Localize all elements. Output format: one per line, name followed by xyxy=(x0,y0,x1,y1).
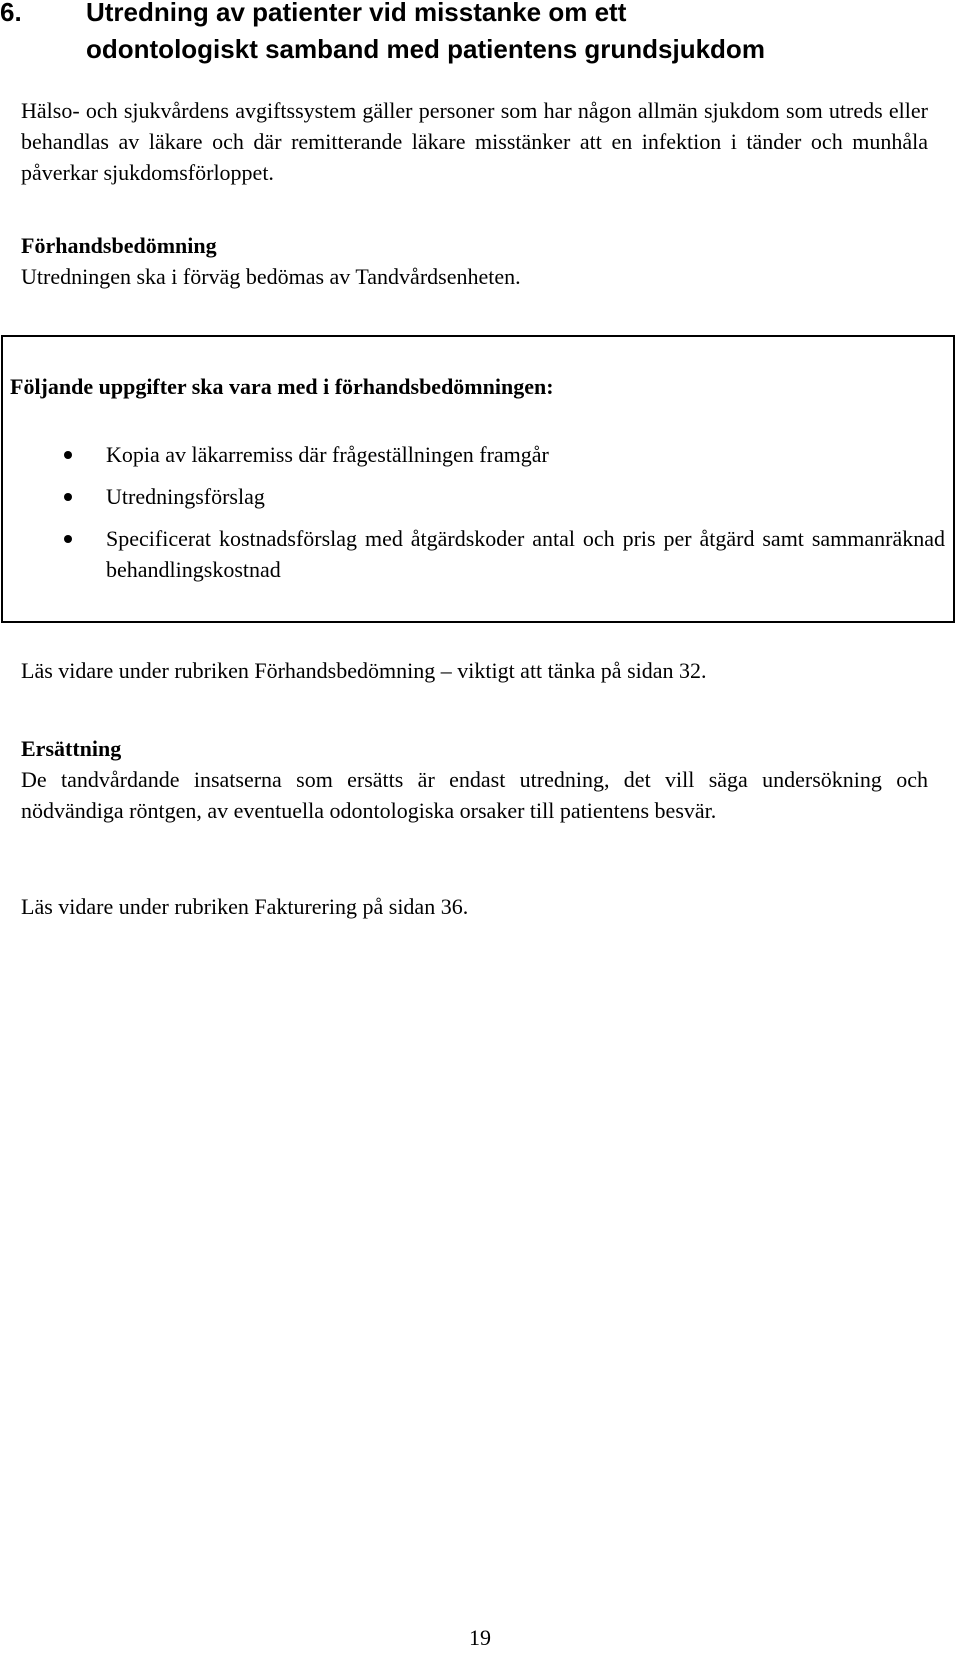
list-item-text: Kopia av läkarremiss där frågeställningen framgår xyxy=(106,442,549,467)
bullet-icon xyxy=(64,493,72,501)
list-item xyxy=(3,439,953,470)
bullet-icon xyxy=(64,535,72,543)
list-item-text: Specificerat kostnadsförslag med åtgärdskoder antal och pris per åtgärd samt sammanräknad behandlingskostnad xyxy=(106,526,945,582)
section-title-line-2: odontologiskt samband med patientens grundsjukdom xyxy=(86,34,765,64)
ersattning-text: De tandvårdande insatserna som ersätts är endast utredning, det vill säga undersökning och nödvändiga röntgen, av eventuella odontologiska orsaker till patientens besvär. xyxy=(21,767,928,823)
read-more-fakturering: Läs vidare under rubriken Fakturering på sidan 36. xyxy=(21,894,469,919)
list-item xyxy=(3,523,953,585)
requirements-box-title: Följande uppgifter ska vara med i förhandsbedömningen: xyxy=(10,374,554,399)
ersattning-heading: Ersättning xyxy=(21,736,122,761)
forhandsbedomning-heading: Förhandsbedömning xyxy=(21,233,217,258)
section-title-line-1: Utredning av patienter vid misstanke om ett xyxy=(86,0,627,27)
section-number: 6. xyxy=(0,0,22,27)
read-more-forhandsbedomning: Läs vidare under rubriken Förhandsbedömning – viktigt att tänka på sidan 32. xyxy=(21,658,707,683)
list-item-text: Utredningsförslag xyxy=(106,484,265,509)
list-item xyxy=(3,481,953,512)
requirements-list xyxy=(3,439,953,596)
intro-paragraph: Hälso- och sjukvårdens avgiftssystem gäller personer som har någon allmän sjukdom som utreds eller behandlas av läkare och där remitterande läkare misstänker att en infektion i tänder och munhåla påverkar sjukdomsförloppet. xyxy=(21,98,928,185)
bullet-icon xyxy=(64,451,72,459)
section-heading xyxy=(0,0,928,68)
requirements-box xyxy=(1,335,955,623)
forhandsbedomning-text: Utredningen ska i förväg bedömas av Tandvårdsenheten. xyxy=(21,264,521,289)
page-number: 19 xyxy=(469,1625,491,1650)
